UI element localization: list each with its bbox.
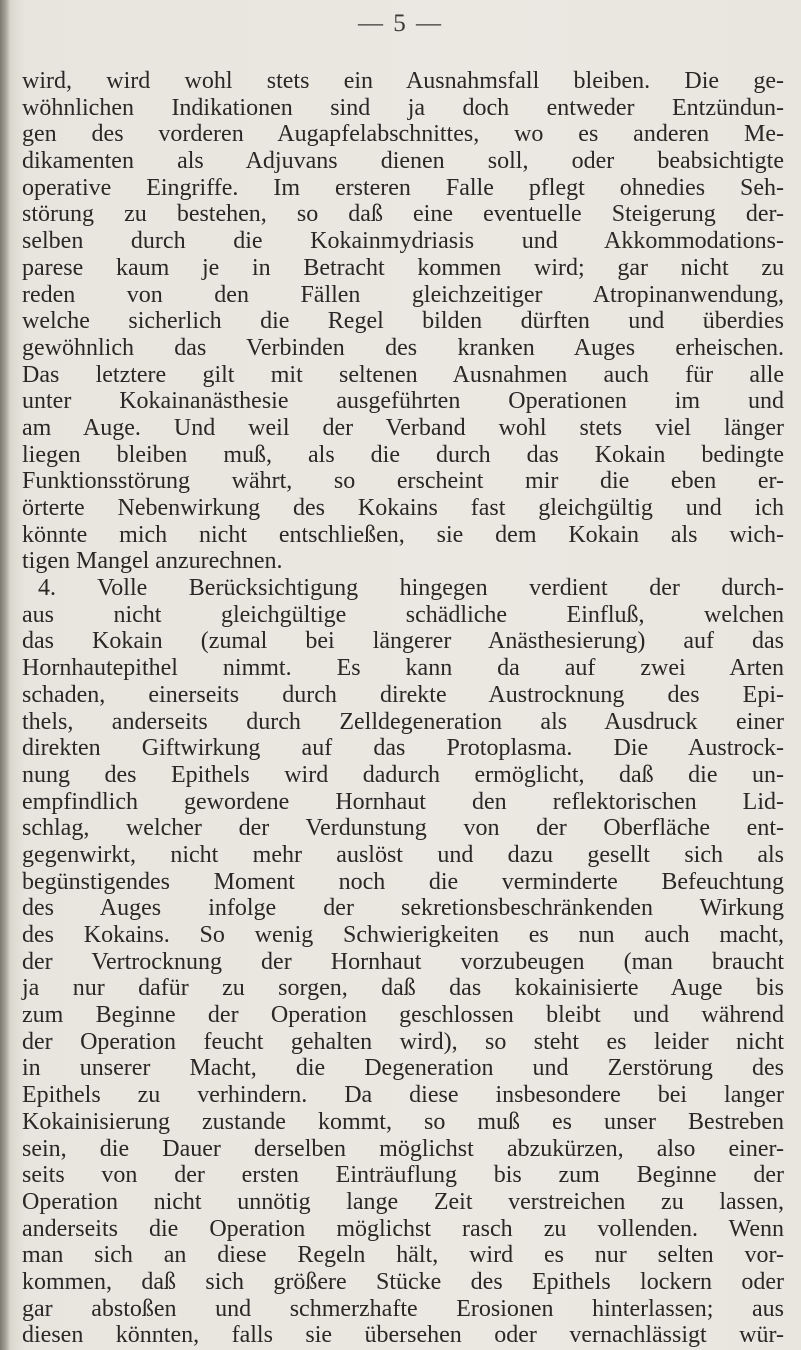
text-line: man sich an diese Regeln hält, wird es nur selten vor- — [22, 1242, 784, 1269]
text-line: diesen könnten, falls sie übersehen oder vernachlässigt wür- — [22, 1322, 784, 1349]
text-line: schaden, einerseits durch direkte Austrocknung des Epi- — [22, 681, 784, 708]
text-line: welche sicherlich die Regel bilden dürften und überdies — [22, 308, 784, 335]
text-line: störung zu bestehen, so daß eine eventuelle Steigerung der- — [22, 201, 784, 228]
text-line: Epithels zu verhindern. Da diese insbesondere bei langer — [22, 1082, 784, 1109]
text-line: wird, wird wohl stets ein Ausnahmsfall bleiben. Die ge- — [22, 68, 784, 94]
text-line: liegen bleiben muß, als die durch das Kokain bedingte — [22, 441, 784, 468]
text-line: zum Beginne der Operation geschlossen bleibt und während — [22, 1002, 784, 1029]
text-line: könnte mich nicht entschließen, sie dem Kokain als wich- — [22, 521, 784, 548]
text-line: gar abstoßen und schmerzhafte Erosionen hinterlassen; aus — [22, 1295, 784, 1322]
text-line: schlag, welcher der Verdunstung von der Oberfläche ent- — [22, 815, 784, 842]
text-line: das Kokain (zumal bei längerer Anästhesierung) auf das — [22, 628, 784, 655]
text-line: nung des Epithels wird dadurch ermöglicht, daß die un- — [22, 761, 784, 788]
page-binding-edge — [0, 0, 10, 1350]
text-line: unter Kokainanästhesie ausgeführten Operationen im und — [22, 388, 784, 415]
text-line: in unserer Macht, die Degeneration und Zerstörung des — [22, 1055, 784, 1082]
page-number: — 5 — — [358, 10, 443, 37]
text-line: operative Eingriffe. Im ersteren Falle pflegt ohnedies Seh- — [22, 174, 784, 201]
text-line: sein, die Dauer derselben möglichst abzukürzen, also einer- — [22, 1135, 784, 1162]
text-line: aus nicht gleichgültige schädliche Einfluß, welchen — [22, 601, 784, 628]
text-line: des Kokains. So wenig Schwierigkeiten es nun auch macht, — [22, 922, 784, 948]
text-line: Das letztere gilt mit seltenen Ausnahmen auch für alle — [22, 361, 784, 388]
text-line: des Auges infolge der sekretionsbeschränkenden Wirkung — [22, 895, 784, 922]
text-line: am Auge. Und weil der Verband wohl stets viel länger — [22, 414, 784, 441]
text-line: empfindlich gewordene Hornhaut den reflektorischen Lid- — [22, 788, 784, 815]
text-line: thels, anderseits durch Zelldegeneration als Ausdruck einer — [22, 708, 784, 735]
text-line: anderseits die Operation möglichst rasch zu vollenden. Wenn — [22, 1215, 784, 1242]
paragraph-end-line: tigen Mangel anzurechnen. — [22, 548, 283, 575]
text-line: Hornhautepithel nimmt. Es kann da auf zwei Arten — [22, 655, 784, 682]
text-line: Operation nicht unnötig lange Zeit verstreichen zu lassen, — [22, 1188, 784, 1215]
text-line: 4. Volle Berücksichtigung hingegen verdient der durch- — [38, 575, 784, 602]
text-line: der Operation feucht gehalten wird), so steht es leider nicht — [22, 1028, 784, 1055]
text-line: örterte Nebenwirkung des Kokains fast gleichgültig und ich — [22, 495, 784, 521]
text-line: seits von der ersten Einträuflung bis zum Beginne der — [22, 1162, 784, 1189]
text-line: reden von den Fällen gleichzeitiger Atropinanwendung, — [22, 281, 784, 308]
text-line: Kokainisierung zustande kommt, so muß es unser Bestreben — [22, 1108, 784, 1135]
text-line: gen des vorderen Augapfelabschnittes, wo es anderen Me- — [22, 121, 784, 148]
text-line: begünstigendes Moment noch die verminderte Befeuchtung — [22, 868, 784, 895]
text-line: wöhnlichen Indikationen sind ja doch entweder Entzündun- — [22, 94, 784, 121]
text-line: ja nur dafür zu sorgen, daß das kokainisierte Auge bis — [22, 975, 784, 1002]
text-line: gegenwirkt, nicht mehr auslöst und dazu gesellt sich als — [22, 841, 784, 868]
text-line: selben durch die Kokainmydriasis und Akkommodations- — [22, 228, 784, 255]
text-line: Funktionsstörung währt, so erscheint mir die eben er- — [22, 468, 784, 495]
text-line: gewöhnlich das Verbinden des kranken Auges erheischen. — [22, 334, 784, 361]
text-line: dikamenten als Adjuvans dienen soll, oder beabsichtigte — [22, 148, 784, 175]
text-line: direkten Giftwirkung auf das Protoplasma. Die Austrock- — [22, 735, 784, 762]
text-line: kommen, daß sich größere Stücke des Epithels lockern oder — [22, 1268, 784, 1295]
text-line: der Vertrocknung der Hornhaut vorzubeugen (man braucht — [22, 948, 784, 975]
body-text — [22, 68, 784, 1349]
text-line: parese kaum je in Betracht kommen wird; gar nicht zu — [22, 254, 784, 281]
